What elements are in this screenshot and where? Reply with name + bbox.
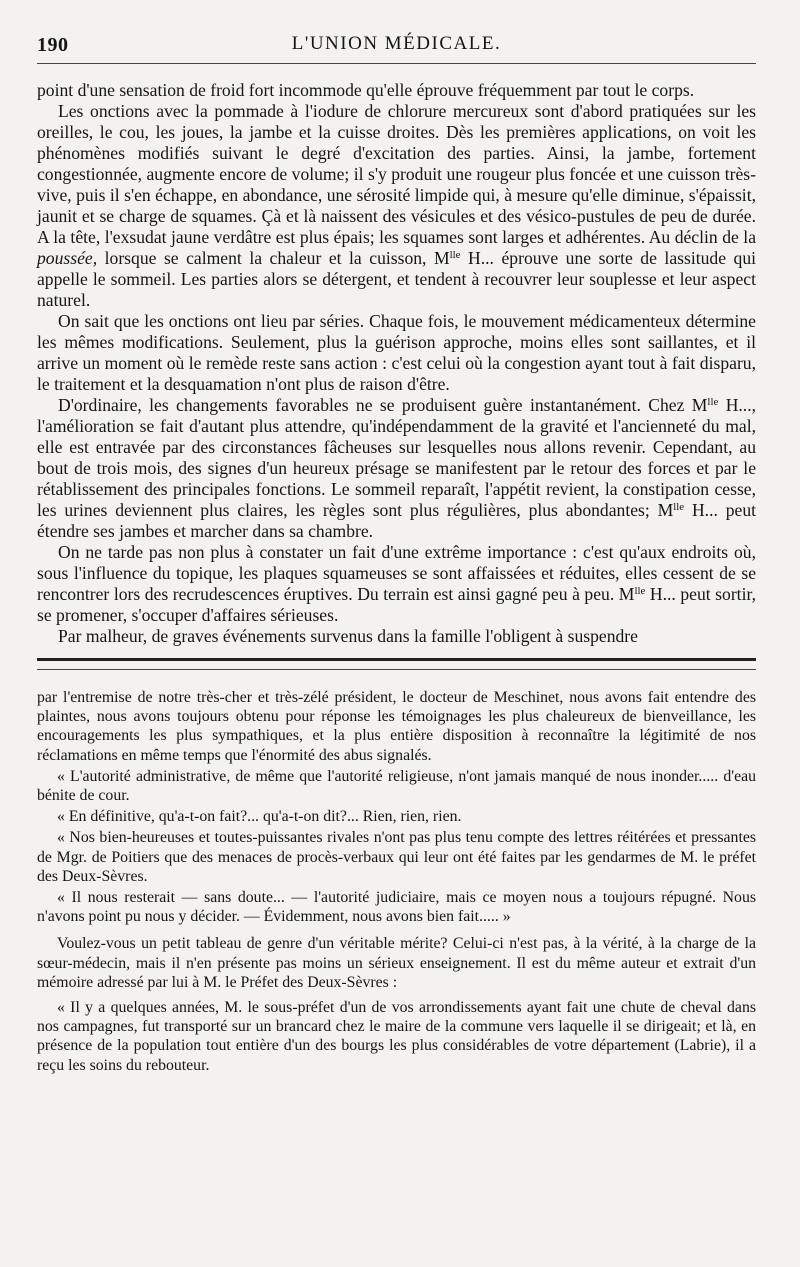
footnote-paragraph-3: « En définitive, qu'a-t-on fait?... qu'a-t-on dit?... Rien, rien, rien.	[57, 808, 462, 826]
paragraph-2: Les onctions avec la pommade à l'iodure de chlorure mercureux sont d'abord pratiquées sur les oreilles, le cou, les joues, la jambe et la cuisse droites. Dès les premières applications, on voit les phénomènes modifiés suivant le degré d'excitation des parties. Ainsi, la jambe, fortement congestionnée, augmente encore de volume; il s'y produit une rougeur plus foncée et une cuisson très-vive, puis il s'en échappe, en abondance, une sérosité limpide qui, à mesure qu'elle diminue, s'épaissit, jaunit et se charge de squames. Çà et là naissent des vésicules et des vésico-pustules de peu de durée. A la tête, l'exsudat jaune verdâtre est plus épais; les squames sont larges et adhérentes. Au déclin de la poussée, lorsque se calment la chaleur et la cuisson, $M^{lle}$ H... éprouve une sorte de lassitude qui appelle le sommeil. Les parties alors se détergent, et tendent à recouvrer leur souplesse et leur aspect naturel.	[37, 101, 756, 310]
footnote-paragraph-2: « L'autorité administrative, de même que l'autorité religieuse, n'ont jamais manqué de nous inonder..... d'eau bénite de cour.	[37, 767, 756, 805]
footnote-paragraph-4: « Nos bien-heureuses et toutes-puissantes rivales n'ont pas plus tenu compte des lettres réitérées et pressantes de Mgr. de Poitiers que des menaces de procès-verbaux qui leur ont été faites par les gendarmes de M. le préfet des Deux-Sèvres.	[37, 829, 756, 885]
page-number: 190	[37, 34, 69, 56]
paragraph-1: point d'une sensation de froid fort incommode qu'elle éprouve fréquemment par tout le corps.	[37, 80, 695, 100]
footnote-paragraph-6: Voulez-vous un petit tableau de genre d'un véritable mérite? Celui-ci n'est pas, à la vérité, à la charge de la sœur-médecin, mais il n'en présente pas moins un sérieux enseignement. Il est du même auteur et extrait d'un mémoire adressé par lui à M. le Préfet des Deux-Sèvres :	[37, 935, 756, 991]
footnote-paragraph-5: « Il nous resterait — sans doute... — l'autorité judiciaire, mais ce moyen nous a toujours répugné. Nous n'avons point pu nous y décider. — Évidemment, nous avons bien fait..... »	[37, 889, 756, 926]
footnote-separator	[37, 658, 756, 670]
footnote-text	[37, 688, 756, 1075]
paragraph-6: Par malheur, de graves événements survenus dans la famille l'obligent à suspendre	[58, 626, 638, 646]
italic-word: poussée,	[37, 248, 98, 268]
running-title: L'UNION MÉDICALE.	[291, 33, 502, 54]
footnote-paragraph-1: par l'entremise de notre très-cher et très-zélé président, le docteur de Meschinet, nous avons fait entendre des plaintes, nous avons toujours obtenu pour réponse les témoignages les plus chaleureux de bienveillance, les encouragements les plus sympathiques, et la plus entière disposition à reconnaître la légitimité de nos réclamations en même temps que l'énormité des abus signalés.	[37, 689, 756, 764]
header-rule	[37, 63, 756, 64]
paragraph-4: D'ordinaire, les changements favorables ne se produisent guère instantanément. Chez $M^{lle}$ H..., l'amélioration se fait d'autant plus attendre, qu'indépendamment de la gravité et l'ancienneté du mal, elle est entravée par des circonstances fâcheuses sur lesquelles nous allons revenir. Cependant, au bout de trois mois, des signes d'un heureux présage se manifestent par le retour des forces et par le rétablissement des principales fonctions. Le sommeil reparaît, l'appétit revient, la constipation cesse, les urines deviennent plus claires, les règles sont plus régulières, plus abondantes; $M^{lle}$ H... peut étendre ses jambes et marcher dans sa chambre.	[37, 395, 756, 541]
main-text	[37, 80, 756, 647]
paragraph-3: On sait que les onctions ont lieu par séries. Chaque fois, le mouvement médicamenteux détermine les mêmes modifications. Seulement, plus la guérison approche, moins elles sont saillantes, et il arrive un moment où le remède reste sans action : c'est celui où la congestion ayant tout à fait disparu, le traitement et la desquamation n'ont plus de raison d'être.	[37, 311, 756, 394]
page-header	[37, 28, 756, 58]
footnote-paragraph-7: « Il y a quelques années, M. le sous-préfet d'un de vos arrondissements ayant fait une chute de cheval dans nos campagnes, fut transporté sur un brancard chez le maire de la commune vers laquelle il se dirigeait; et là, en présence de la population tout entière d'un des bourgs les plus considérables de votre département (Labrie), il a reçu les soins du rebouteur.	[37, 999, 756, 1074]
paragraph-5: On ne tarde pas non plus à constater un fait d'une extrême importance : c'est qu'aux endroits où, sous l'influence du topique, les plaques squameuses se sont affaissées et réduites, elles cessent de se rencontrer lors des recrudescences éruptives. Du terrain est ainsi gagné peu à peu. $M^{lle}$ H... peut sortir, se promener, s'occuper d'affaires sérieuses.	[37, 542, 757, 625]
